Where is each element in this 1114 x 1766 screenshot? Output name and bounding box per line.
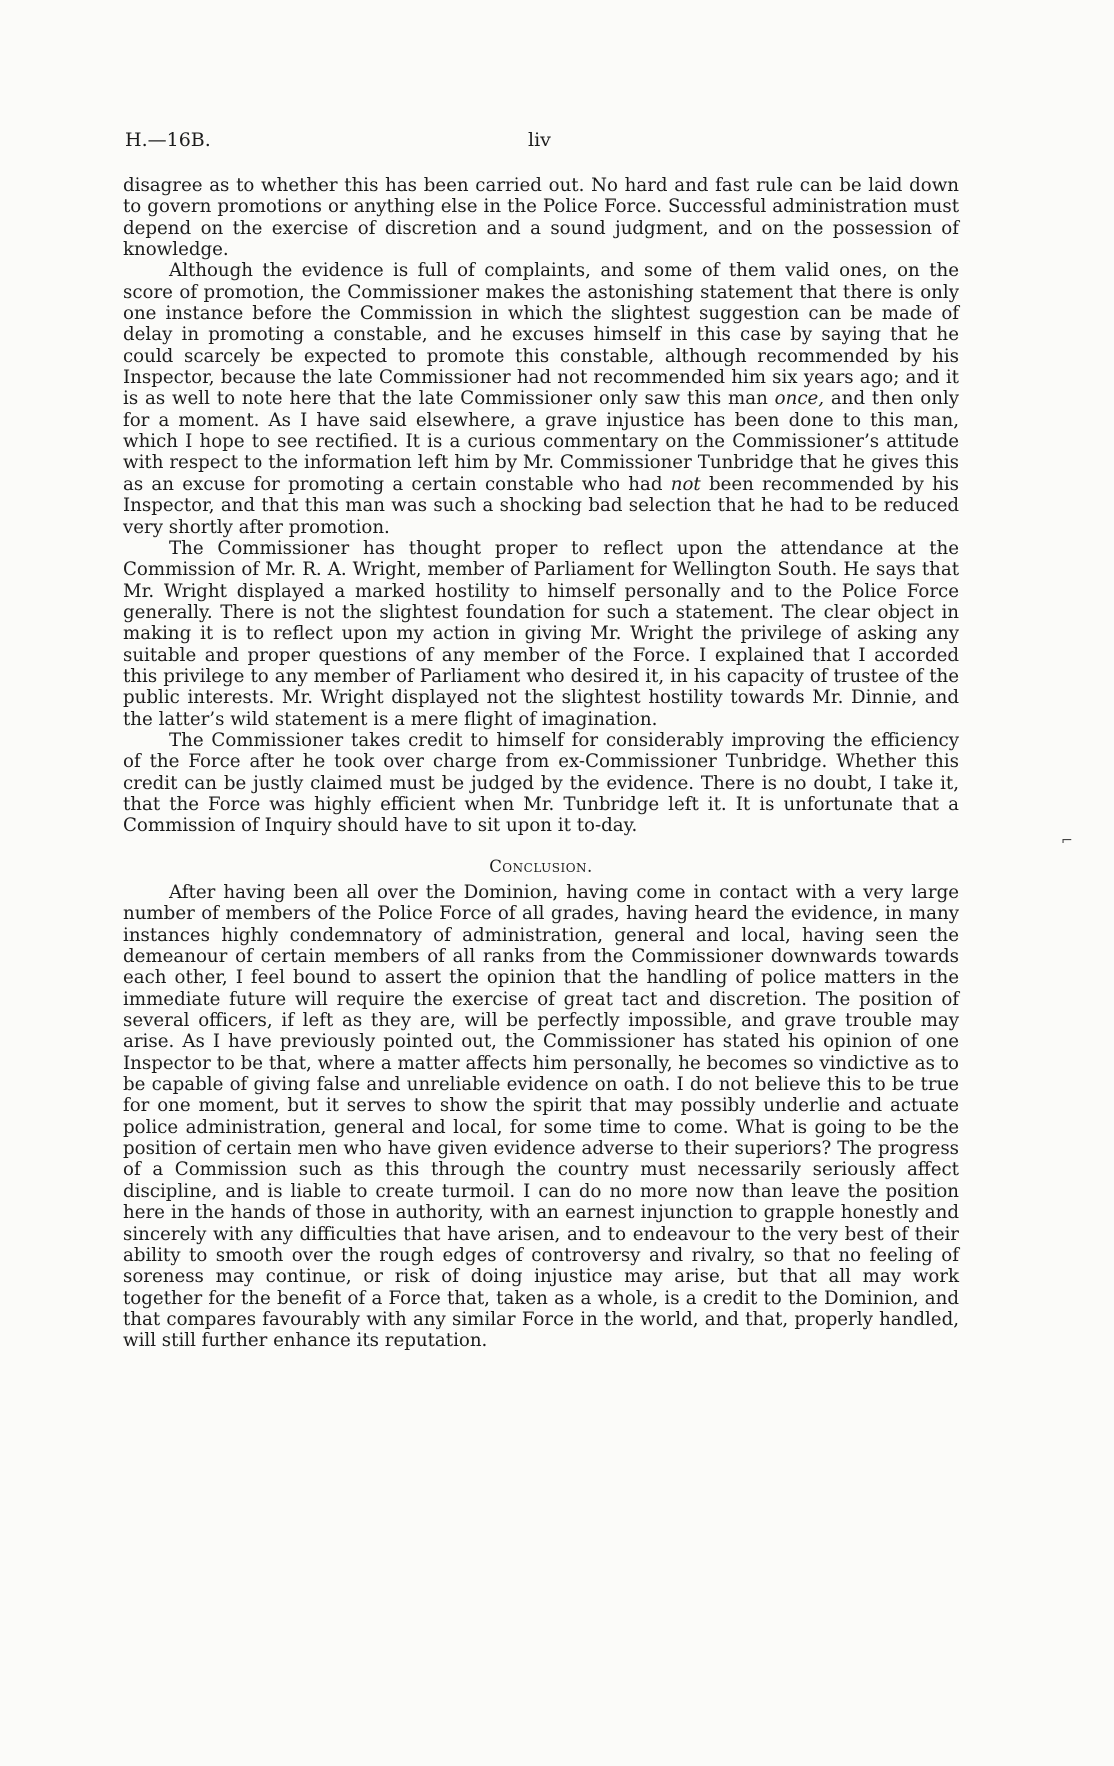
promotion-text-start: Although the evidence is full of complaints, and some of them valid ones, on the score of promotion, the Commissioner makes the astonishing statement that there is only one instance before the Commission in which the slightest suggestion can be made of delay in promoting a constable, and he excuses himself in this case by saying that he could scarcely be expected to promote this constable, although recommended by his Inspector, because the late Commissioner had not recommended him six years ago; and it is as well to note here that the late Commissioner only saw this man <box>123 260 959 410</box>
emphasis-not: not <box>670 473 701 495</box>
margin-mark: ⌐ <box>1061 833 1073 849</box>
paragraph-conclusion: After having been all over the Dominion, having come in contact with a very large number of members of the Police Force of all grades, having heard the evidence, in many instances highly condemnatory of administration, general and local, having seen the demeanour of certain members of all ranks from the Commissioner downwards towards each other, I feel bound to assert the opinion that the handling of police matters in the immediate future will require the exercise of great tact and discretion. The position of several officers, if left as they are, will be perfectly impossible, and grave trouble may arise. As I have previously pointed out, the Commissioner has stated his opinion of one Inspector to be that, where a matter affects him personally, he becomes so vindictive as to be capable of giving false and unreliable evidence on oath. I do not believe this to be true for one moment, but it serves to show the spirit that may possibly underlie and actuate police administration, general and local, for some time to come. What is going to be the position of certain men who have given evidence adverse to their superiors? The progress of a Commission such as this through the country must necessarily seriously affect discipline, and is liable to create turmoil. I can do no more now than leave the position here in the hands of those in authority, with an earnest injunction to grapple honestly and sincerely with any difficulties that have arisen, and to endeavour to the very best of their ability to smooth over the rough edges of controversy and rivalry, so that no feeling of soreness may continue, or risk of doing injustice may arise, but that all may work together for the benefit of a Force that, taken as a whole, is a credit to the Dominion, and that compares favourably with any similar Force in the world, and that, properly handled, will still further enhance its reputation. <box>123 882 959 1352</box>
page-number: liv <box>528 129 551 151</box>
section-heading-conclusion: Conclusion. <box>489 856 593 876</box>
page-header <box>125 129 955 153</box>
document-reference: H.—16B. <box>125 129 211 151</box>
paragraph-continuation: disagree as to whether this has been carried out. No hard and fast rule can be laid down to govern promotions or anything else in the Police Force. Successful administration must depend on the exercise of discretion and a sound judgment, and on the possession of knowledge. <box>123 175 959 261</box>
paragraph-wright: The Commissioner has thought proper to reflect upon the attendance at the Commission of Mr. R. A. Wright, member of Parliament for Wellington South. He says that Mr. Wright displayed a marked hostility to himself personally and to the Police Force generally. There is not the slightest foundation for such a statement. The clear object in making it is to reflect upon my action in giving Mr. Wright the privilege of asking any suitable and proper questions of any member of the Force. I explained that I accorded this privilege to any member of Parliament who desired it, in his capacity of trustee of the public interests. Mr. Wright displayed not the slightest hostility towards Mr. Dinnie, and the latter’s wild statement is a mere flight of imagination. <box>123 537 959 730</box>
paragraph-promotion <box>123 260 959 537</box>
body-text <box>123 175 959 1352</box>
paragraph-efficiency: The Commissioner takes credit to himself for considerably improving the efficiency of the Force after he took over charge from ex-Commissioner Tunbridge. Whether this credit can be justly claimed must be judged by the evidence. There is no doubt, I take it, that the Force was highly efficient when Mr. Tunbridge left it. It is unfortunate that a Commission of Inquiry should have to sit upon it to-day. <box>123 729 959 837</box>
promotion-text-end: been recommended by his Inspector, and that this man was such a shocking bad selection that he had to be reduced very shortly after promotion. <box>123 473 960 538</box>
emphasis-once: once, <box>774 388 825 410</box>
promotion-text-middle: and then only for a moment. As I have said elsewhere, a grave injustice has been done to this man, which I hope to see rectified. It is a curious commentary on the Commissioner’s attitude with respect to the information left him by Mr. Commissioner Tunbridge that he gives this as an excuse for promoting a certain constable who had <box>123 388 959 495</box>
